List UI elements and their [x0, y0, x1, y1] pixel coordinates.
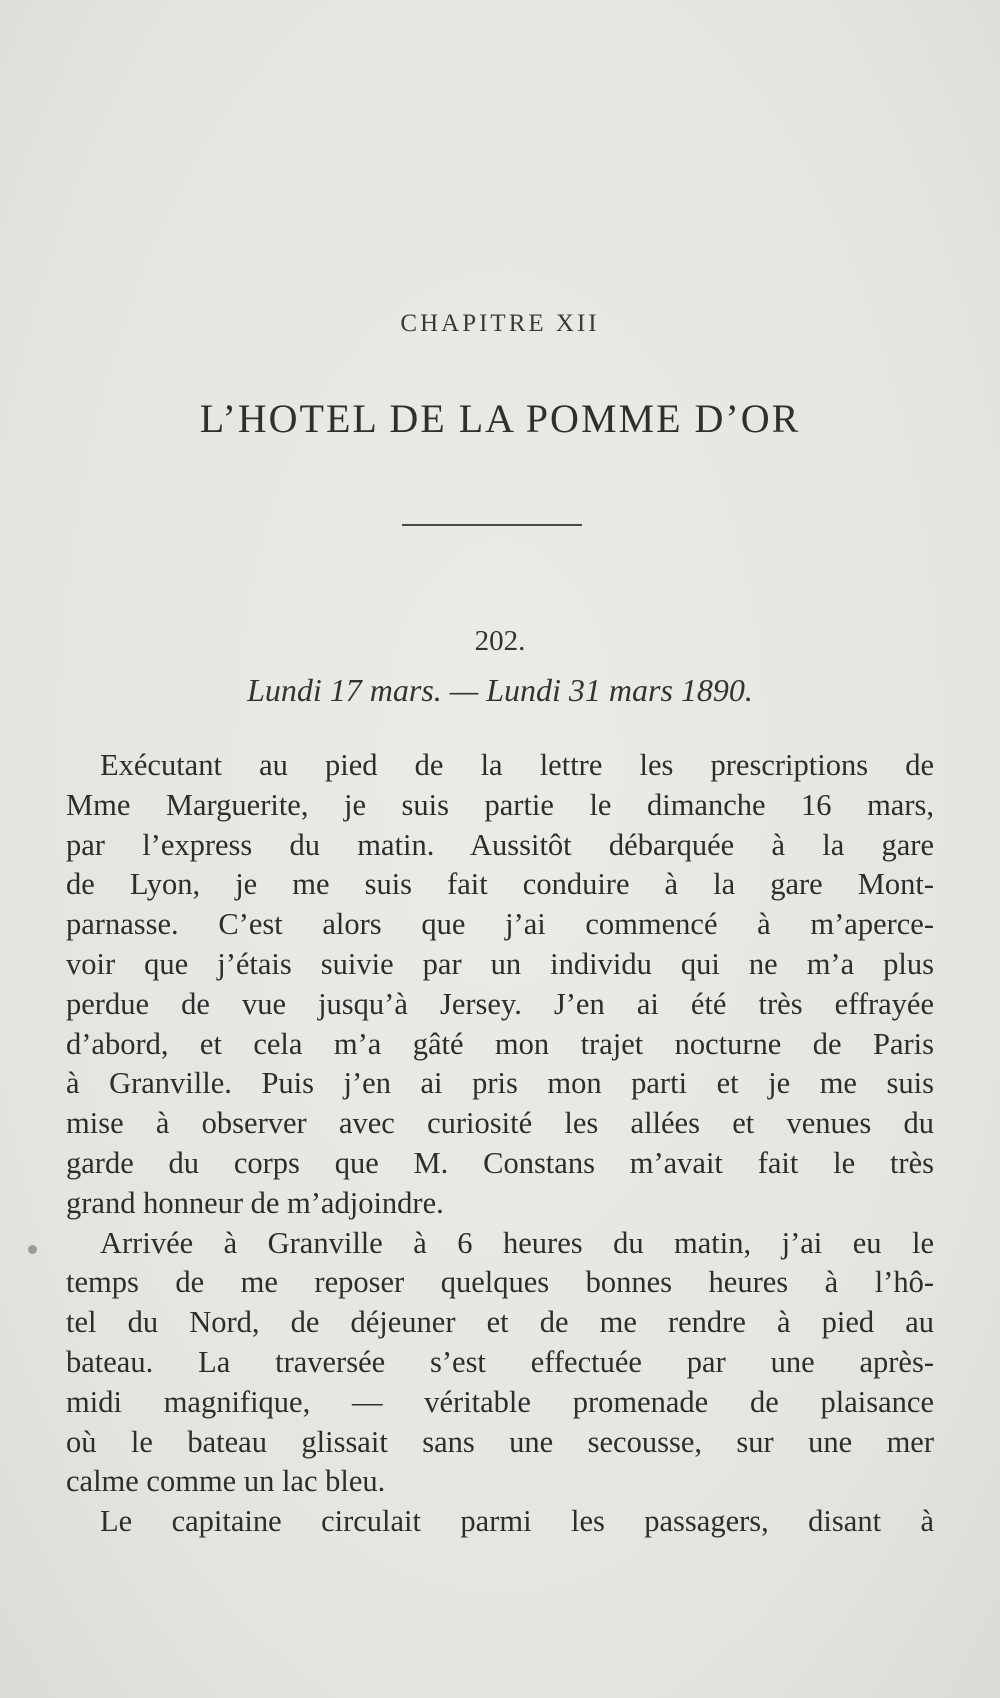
- entry-number: 202.: [474, 625, 526, 657]
- text-line: midi magnifique, — véritable promenade de plaisance: [66, 1384, 934, 1419]
- text-line: parnasse. C’est alors que j’ai commencé à m’aperce-: [66, 907, 934, 942]
- text-line: temps de me reposer quelques bonnes heures à l’hô-: [66, 1265, 934, 1300]
- text-line: de Lyon, je me suis fait conduire à la gare Mont-: [66, 867, 934, 902]
- text-line: mise à observer avec curiosité les allées et venues du: [66, 1106, 934, 1141]
- text-line: tel du Nord, de déjeuner et de me rendre à pied au: [66, 1305, 934, 1340]
- entry-date: Lundi 17 mars. — Lundi 31 mars 1890.: [247, 672, 753, 708]
- text-line: grand honneur de m’adjoindre.: [66, 1185, 444, 1220]
- text-line: voir que j’étais suivie par un individu qui ne m’a plus: [66, 946, 934, 981]
- text-line: par l’express du matin. Aussitôt débarquée à la gare: [66, 827, 934, 862]
- text-line: Le capitaine circulait parmi les passagers, disant à: [100, 1504, 934, 1539]
- text-line: Exécutant au pied de la lettre les prescriptions de: [100, 748, 934, 782]
- text-line: où le bateau glissait sans une secousse, sur une mer: [66, 1424, 934, 1459]
- paper-speck: [28, 1245, 37, 1254]
- text-line: calme comme un lac bleu.: [66, 1464, 386, 1499]
- text-line: perdue de vue jusqu’à Jersey. J’en ai été très effrayée: [66, 986, 934, 1021]
- chapter-title: L’HOTEL DE LA POMME D’OR: [199, 396, 801, 441]
- body-text: [66, 746, 934, 1542]
- text-line: Mme Marguerite, je suis partie le dimanche 16 mars,: [66, 787, 934, 822]
- title-divider: [402, 524, 582, 526]
- text-line: Arrivée à Granville à 6 heures du matin, j’ai eu le: [100, 1225, 934, 1260]
- text-line: garde du corps que M. Constans m’avait fait le très: [66, 1145, 934, 1180]
- text-line: à Granville. Puis j’en ai pris mon parti et je me suis: [66, 1066, 934, 1101]
- text-line: bateau. La traversée s’est effectuée par une après-: [66, 1344, 934, 1379]
- text-line: d’abord, et cela m’a gâté mon trajet nocturne de Paris: [66, 1026, 934, 1061]
- chapter-label: CHAPITRE XII: [400, 310, 600, 337]
